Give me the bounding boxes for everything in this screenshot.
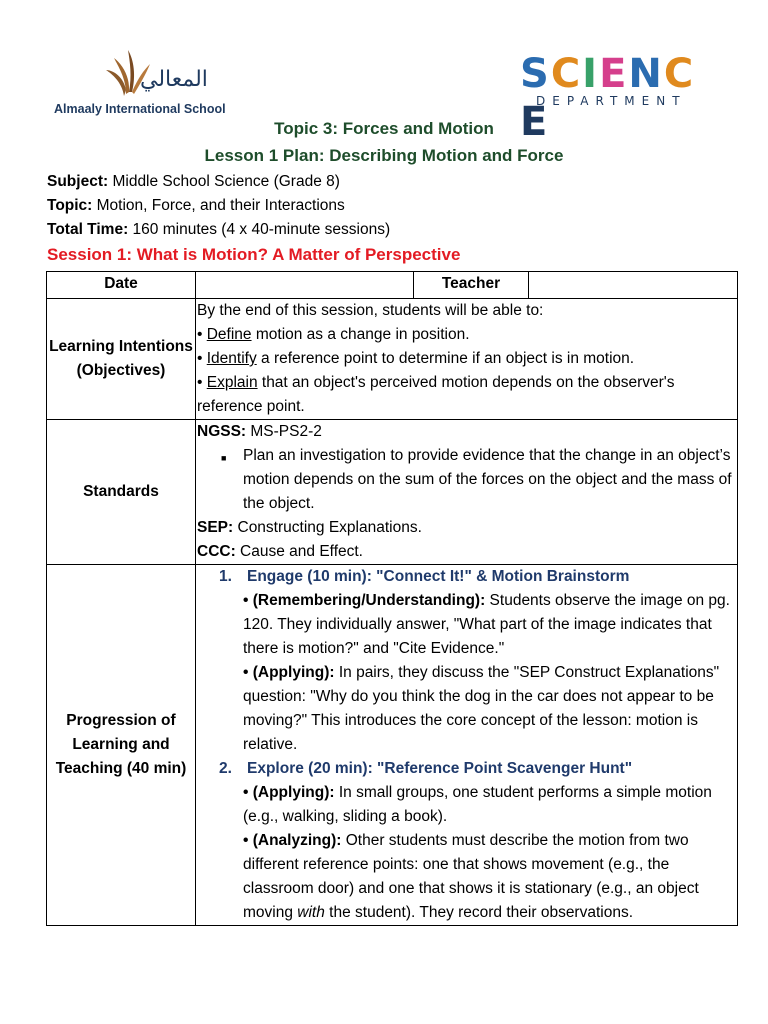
- school-logo: [48, 44, 248, 120]
- progression-label: Progression of Learning and Teaching (40 min): [47, 565, 196, 926]
- date-label: Date: [47, 272, 196, 299]
- science-letter: I: [582, 51, 600, 97]
- science-letter: E: [520, 99, 550, 145]
- date-value-cell[interactable]: [196, 272, 414, 299]
- science-letter: S: [520, 51, 551, 97]
- school-name: Almaaly International School: [54, 102, 226, 116]
- standards-content: [196, 420, 738, 565]
- subject-line: [47, 173, 340, 191]
- total-time-value: 160 minutes (4 x 40-minute sessions): [128, 221, 391, 238]
- objective-item: • Explain that an object's perceived motion depends on the observer's reference point.: [197, 374, 675, 415]
- step-engage-bullet: • (Applying): In pairs, they discuss the "SEP Construct Explanations" question: "Why do you think the dog in the car does not appear to be moving?" This introduces the core concept of the lesson: motion is relative.: [243, 664, 720, 753]
- ngss-line: NGSS: MS-PS2-2: [197, 423, 322, 440]
- progression-row: [47, 565, 738, 926]
- step-explore-bullet: • (Analyzing): Other students must describe the motion from two different reference points: one that shows movement (e.g., the classroom door) and one that shows it is stationary (e.g., an object moving with the student). They record their observations.: [243, 832, 699, 921]
- topic-line: [47, 197, 345, 215]
- objective-verb: Identify: [206, 350, 257, 367]
- standards-label: Standards: [47, 420, 196, 565]
- objectives-row: [47, 299, 738, 420]
- header-row: [47, 272, 738, 299]
- teacher-label: Teacher: [414, 272, 529, 299]
- science-department-logo: [520, 50, 720, 145]
- step-engage-bullet: • (Remembering/Understanding): Students observe the image on pg. 120. They individually answer, "What part of the image indicates that there is motion?" and "Cite Evidence.": [243, 592, 730, 657]
- step-explore-bullet: • (Applying): In small groups, one student performs a simple motion (e.g., walking, sliding a book).: [243, 784, 712, 825]
- topic-title: Topic 3: Forces and Motion: [274, 119, 494, 138]
- objective-verb: Explain: [206, 374, 258, 391]
- square-bullet-icon: ■: [221, 453, 227, 463]
- step-engage-title: 1. Engage (10 min): "Connect It!" & Motion Brainstorm: [219, 568, 630, 585]
- total-time-line: [47, 221, 390, 239]
- topic-label: Topic:: [47, 197, 93, 214]
- session-title: Session 1: What is Motion? A Matter of Perspective: [47, 245, 461, 264]
- science-letter: N: [628, 51, 664, 97]
- science-letter: C: [550, 51, 583, 97]
- subject-value: Middle School Science (Grade 8): [108, 173, 340, 190]
- objectives-intro: By the end of this session, students will be able to:: [197, 302, 544, 319]
- school-emblem-icon: [104, 44, 208, 100]
- objective-verb: Define: [206, 326, 252, 343]
- objectives-content: [196, 299, 738, 420]
- topic-value: Motion, Force, and their Interactions: [92, 197, 345, 214]
- science-letter: C: [663, 51, 696, 97]
- department-wordmark: DEPARTMENT: [536, 94, 687, 108]
- ccc-line: CCC: Cause and Effect.: [197, 543, 363, 560]
- sep-line: SEP: Constructing Explanations.: [197, 519, 422, 536]
- objective-item: • Define motion as a change in position.: [197, 326, 470, 343]
- total-time-label: Total Time:: [47, 221, 129, 238]
- ngss-item: ■ Plan an investigation to provide evidence that the change in an object’s motion depends on the sum of the forces on the object and the mass of the object.: [197, 444, 737, 516]
- science-letter: E: [599, 51, 629, 97]
- standards-row: [47, 420, 738, 565]
- lesson-title: Lesson 1 Plan: Describing Motion and Force: [204, 146, 564, 165]
- objectives-label: Learning Intentions (Objectives): [47, 299, 196, 420]
- progression-content: [196, 565, 738, 926]
- subject-label: Subject:: [47, 173, 109, 190]
- teacher-value-cell[interactable]: [529, 272, 738, 299]
- lesson-plan-table: [46, 271, 738, 926]
- objective-item: • Identify a reference point to determine if an object is in motion.: [197, 350, 635, 367]
- school-arabic-name: المعالي: [140, 67, 208, 92]
- step-explore-title: 2. Explore (20 min): "Reference Point Scavenger Hunt": [219, 760, 633, 777]
